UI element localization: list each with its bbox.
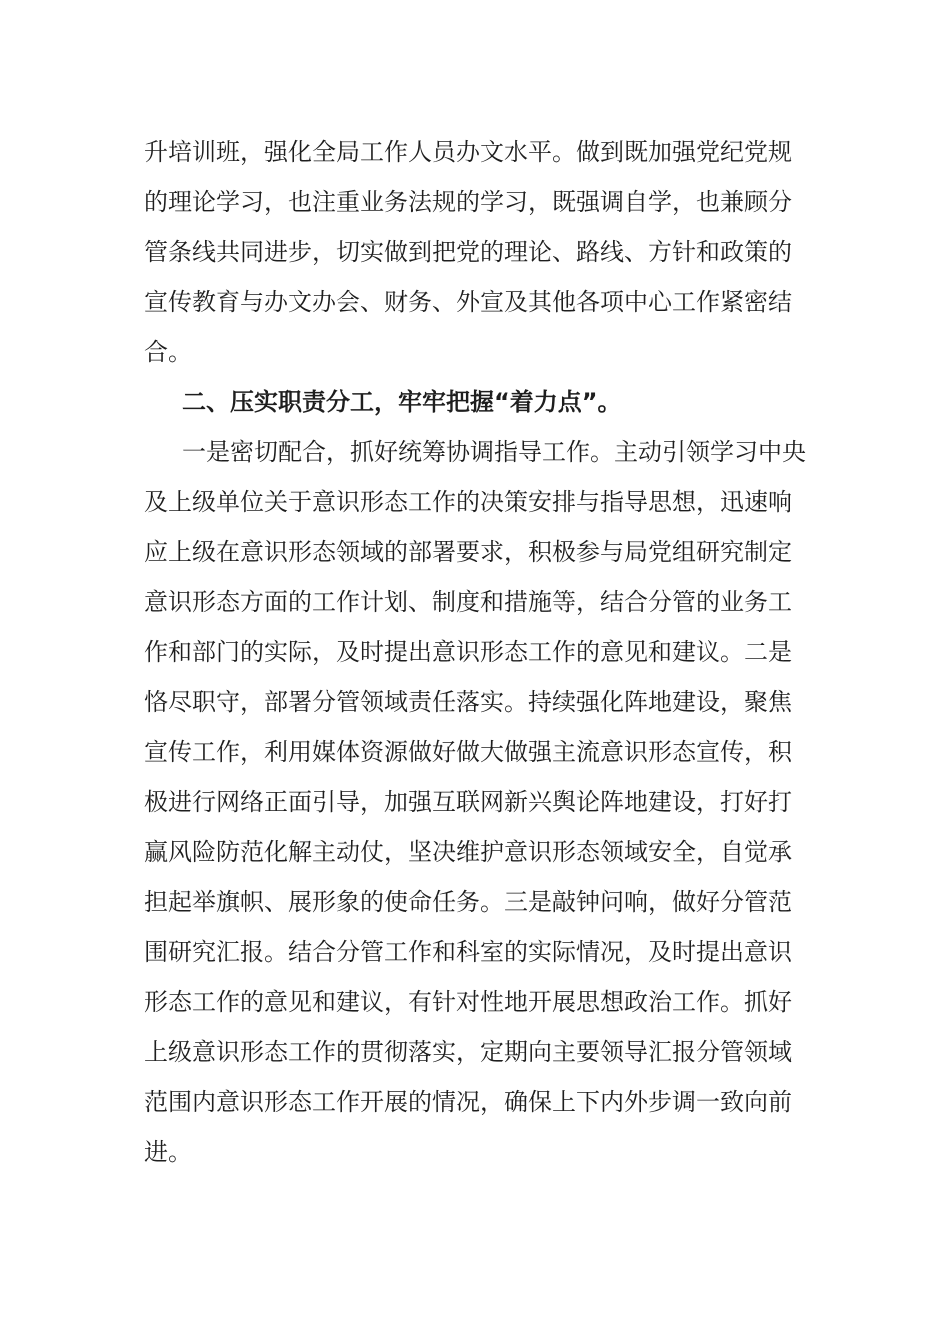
text-line: 作和部门的实际，及时提出意识形态工作的意见和建议。二是 — [144, 638, 792, 666]
text-line: 范围内意识形态工作开展的情况，确保上下内外步调一致向前 — [144, 1088, 792, 1116]
text-line: 上级意识形态工作的贯彻落实，定期向主要领导汇报分管领域 — [144, 1038, 792, 1066]
text-line: 围研究汇报。结合分管工作和科室的实际情况，及时提出意识 — [144, 938, 792, 966]
text-line: 合。 — [144, 338, 192, 366]
text-line: 担起举旗帜、展形象的使命任务。三是敲钟问响，做好分管范 — [144, 888, 792, 916]
text-line: 及上级单位关于意识形态工作的决策安排与指导思想，迅速响 — [144, 488, 792, 516]
paragraph-body — [144, 427, 806, 1177]
text-line: 升培训班，强化全局工作人员办文水平。做到既加强党纪党规 — [144, 138, 792, 166]
text-line: 的理论学习，也注重业务法规的学习，既强调自学，也兼顾分 — [144, 188, 792, 216]
paragraph-continued — [144, 127, 806, 377]
text-line: 恪尽职守，部署分管领域责任落实。持续强化阵地建设，聚焦 — [144, 688, 792, 716]
text-line: 意识形态方面的工作计划、制度和措施等，结合分管的业务工 — [144, 588, 792, 616]
text-line: 一是密切配合，抓好统筹协调指导工作。主动引领学习中央 — [182, 438, 806, 466]
text-line: 宣传工作，利用媒体资源做好做大做强主流意识形态宣传，积 — [144, 738, 792, 766]
text-line: 形态工作的意见和建议，有针对性地开展思想政治工作。抓好 — [144, 988, 792, 1016]
text-line: 赢风险防范化解主动仗，坚决维护意识形态领域安全，自觉承 — [144, 838, 792, 866]
text-line: 宣传教育与办文办会、财务、外宣及其他各项中心工作紧密结 — [144, 288, 792, 316]
text-line: 进。 — [144, 1138, 192, 1166]
text-line: 应上级在意识形态领域的部署要求，积极参与局党组研究制定 — [144, 538, 792, 566]
document-body — [144, 127, 806, 1177]
text-line: 极进行网络正面引导，加强互联网新兴舆论阵地建设，打好打 — [144, 788, 792, 816]
text-line: 管条线共同进步，切实做到把党的理论、路线、方针和政策的 — [144, 238, 792, 266]
section-heading: 二、压实职责分工，牢牢把握“着力点”。 — [182, 388, 622, 416]
